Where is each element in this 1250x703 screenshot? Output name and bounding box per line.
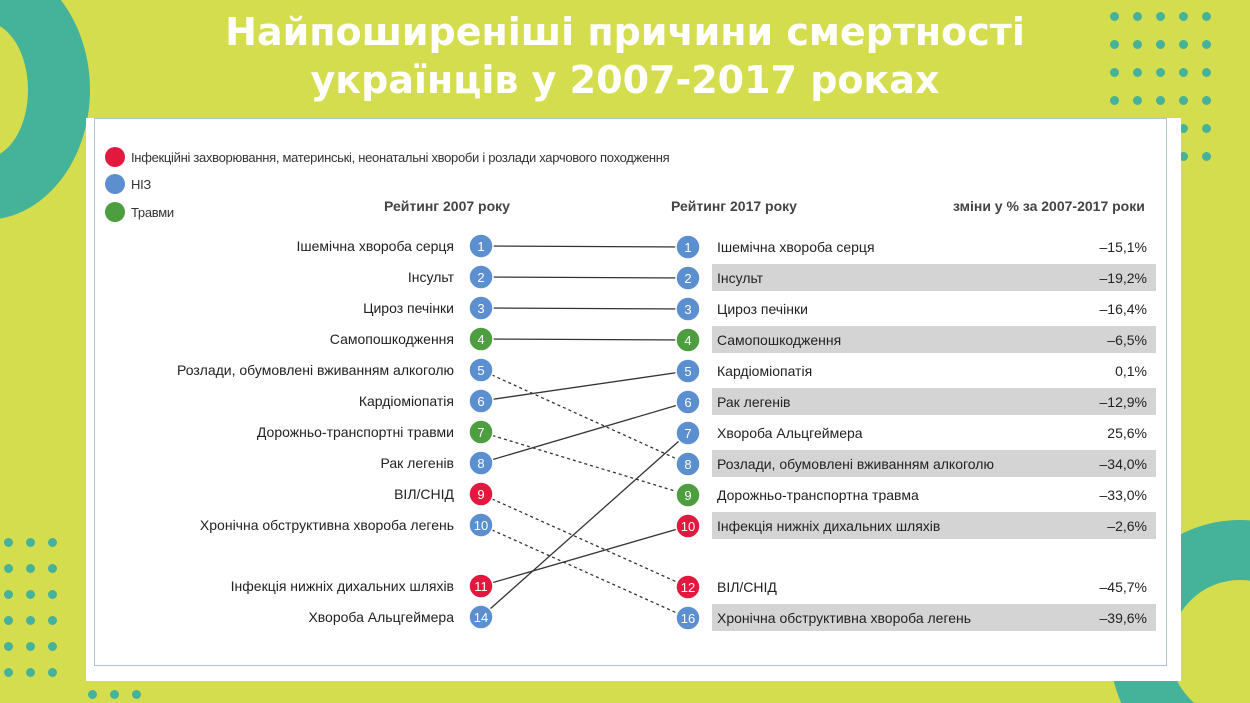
rank-number-2017: 10 (680, 519, 696, 534)
rank-number-2017: 5 (684, 364, 692, 379)
decorative-dot (48, 668, 57, 677)
decorative-dot (26, 564, 35, 573)
rank-number-2007: 3 (477, 301, 485, 316)
cause-label-2007: ВІЛ/СНІД (394, 486, 454, 502)
change-value: –15,1% (1099, 239, 1147, 255)
decorative-dot (1202, 152, 1211, 161)
decorative-dot (4, 538, 13, 547)
rank-number-2007: 1 (477, 239, 485, 254)
change-value: 0,1% (1115, 363, 1147, 379)
cause-label-2017: Рак легенів (717, 394, 791, 410)
cause-label-2017: Ішемічна хвороба серця (717, 239, 875, 255)
change-value: –16,4% (1099, 301, 1147, 317)
rank-link-line (481, 277, 688, 278)
rank-link-line (481, 402, 688, 463)
decorative-dot (88, 690, 97, 699)
change-value: –12,9% (1099, 394, 1147, 410)
cause-label-2017: Інфекція нижніх дихальних шляхів (717, 518, 941, 534)
change-value: –33,0% (1099, 487, 1147, 503)
change-value: –19,2% (1099, 270, 1147, 286)
rank-link-line (481, 339, 688, 340)
rank-number-2017: 3 (684, 302, 692, 317)
rank-number-2017: 4 (684, 333, 692, 348)
rank-number-2017: 2 (684, 271, 692, 286)
rank-number-2007: 10 (473, 518, 489, 533)
legend-label-ncd: НІЗ (131, 176, 151, 192)
rank-number-2007: 14 (473, 610, 489, 625)
title-line-2: українців у 2007-2017 роках (310, 58, 940, 102)
change-value: 25,6% (1107, 425, 1147, 441)
decorative-dot (4, 616, 13, 625)
rank-number-2017: 7 (684, 426, 692, 441)
rank-link-line (481, 371, 688, 401)
legend-label-infectious: Інфекційні захворювання, материнські, неонатальні хвороби і розлади харчового походження (131, 149, 670, 165)
rank-number-2007: 11 (474, 579, 488, 594)
cause-label-2017: Кардіоміопатія (717, 363, 813, 379)
cause-label-2007: Ішемічна хвороба серця (296, 238, 454, 254)
cause-label-2017: Самопошкодження (717, 332, 842, 348)
rank-number-2007: 6 (477, 394, 485, 409)
rank-number-2017: 9 (684, 488, 692, 503)
decorative-dot (48, 564, 57, 573)
cause-label-2007: Дорожньо-транспортні травми (256, 424, 454, 440)
decorative-dot (4, 590, 13, 599)
decorative-dot (4, 642, 13, 651)
decorative-dot (4, 564, 13, 573)
cause-label-2007: Рак легенів (380, 455, 454, 471)
cause-label-2007: Розлади, обумовлені вживанням алкоголю (177, 362, 454, 378)
rank-link-line (481, 494, 688, 587)
rank-number-2017: 8 (684, 457, 692, 472)
decorative-dot (1202, 124, 1211, 133)
rank-chart (86, 118, 1181, 681)
decorative-dot (48, 538, 57, 547)
rank-link-line (481, 525, 688, 618)
rank-link-line (481, 370, 688, 464)
change-value: –39,6% (1099, 610, 1147, 626)
rank-number-2007: 7 (477, 425, 485, 440)
decorative-dot (110, 690, 119, 699)
cause-label-2017: Хвороба Альцгеймера (717, 425, 863, 441)
change-value: –2,6% (1107, 518, 1147, 534)
page-title (0, 8, 1250, 104)
rank-link-line (481, 526, 688, 586)
rank-number-2017: 6 (684, 395, 692, 410)
change-value: –6,5% (1107, 332, 1147, 348)
cause-label-2007: Інсульт (407, 269, 454, 285)
cause-label-2017: Хронічна обструктивна хвороба легень (717, 610, 972, 626)
cause-label-2007: Інфекція нижніх дихальних шляхів (230, 578, 454, 594)
column-header-2007: Рейтинг 2007 року (384, 198, 510, 214)
column-header-change: зміни у % за 2007-2017 роки (953, 198, 1145, 214)
rank-number-2007: 9 (477, 487, 485, 502)
cause-label-2017: Дорожньо-транспортна травма (717, 487, 919, 503)
rank-link-line (481, 246, 688, 247)
cause-label-2017: Цироз печінки (717, 301, 808, 317)
cause-label-2007: Хвороба Альцгеймера (308, 609, 454, 625)
cause-label-2017: ВІЛ/СНІД (717, 579, 777, 595)
decorative-dot (132, 690, 141, 699)
decorative-dot (26, 668, 35, 677)
chart-panel (86, 118, 1181, 681)
decorative-dot (48, 616, 57, 625)
rank-link-line (481, 432, 688, 495)
rank-number-2007: 8 (477, 456, 485, 471)
cause-label-2017: Розлади, обумовлені вживанням алкоголю (717, 456, 994, 472)
decorative-dot (26, 616, 35, 625)
decorative-dot (48, 642, 57, 651)
decorative-dot (48, 590, 57, 599)
cause-label-2007: Цироз печінки (363, 300, 454, 316)
change-value: –34,0% (1099, 456, 1147, 472)
rank-number-2007: 2 (477, 270, 485, 285)
rank-link-line (481, 308, 688, 309)
cause-label-2007: Кардіоміопатія (358, 393, 454, 409)
cause-label-2017: Інсульт (717, 270, 764, 286)
decorative-dot (26, 590, 35, 599)
rank-link-line (481, 433, 688, 617)
decorative-dot (26, 538, 35, 547)
rank-number-2007: 5 (477, 363, 485, 378)
decorative-dot (26, 642, 35, 651)
legend-label-injury: Травми (131, 204, 174, 220)
column-header-2017: Рейтинг 2017 року (671, 198, 797, 214)
rank-number-2017: 1 (684, 240, 692, 255)
decorative-dot (4, 668, 13, 677)
change-value: –45,7% (1099, 579, 1147, 595)
title-line-1: Найпоширеніші причини смертності (225, 10, 1025, 54)
cause-label-2007: Хронічна обструктивна хвороба легень (199, 517, 454, 533)
rank-number-2007: 4 (477, 332, 485, 347)
row-shade (712, 264, 1156, 291)
cause-label-2007: Самопошкодження (329, 331, 454, 347)
rank-number-2017: 16 (680, 611, 696, 626)
rank-number-2017: 12 (680, 580, 696, 595)
